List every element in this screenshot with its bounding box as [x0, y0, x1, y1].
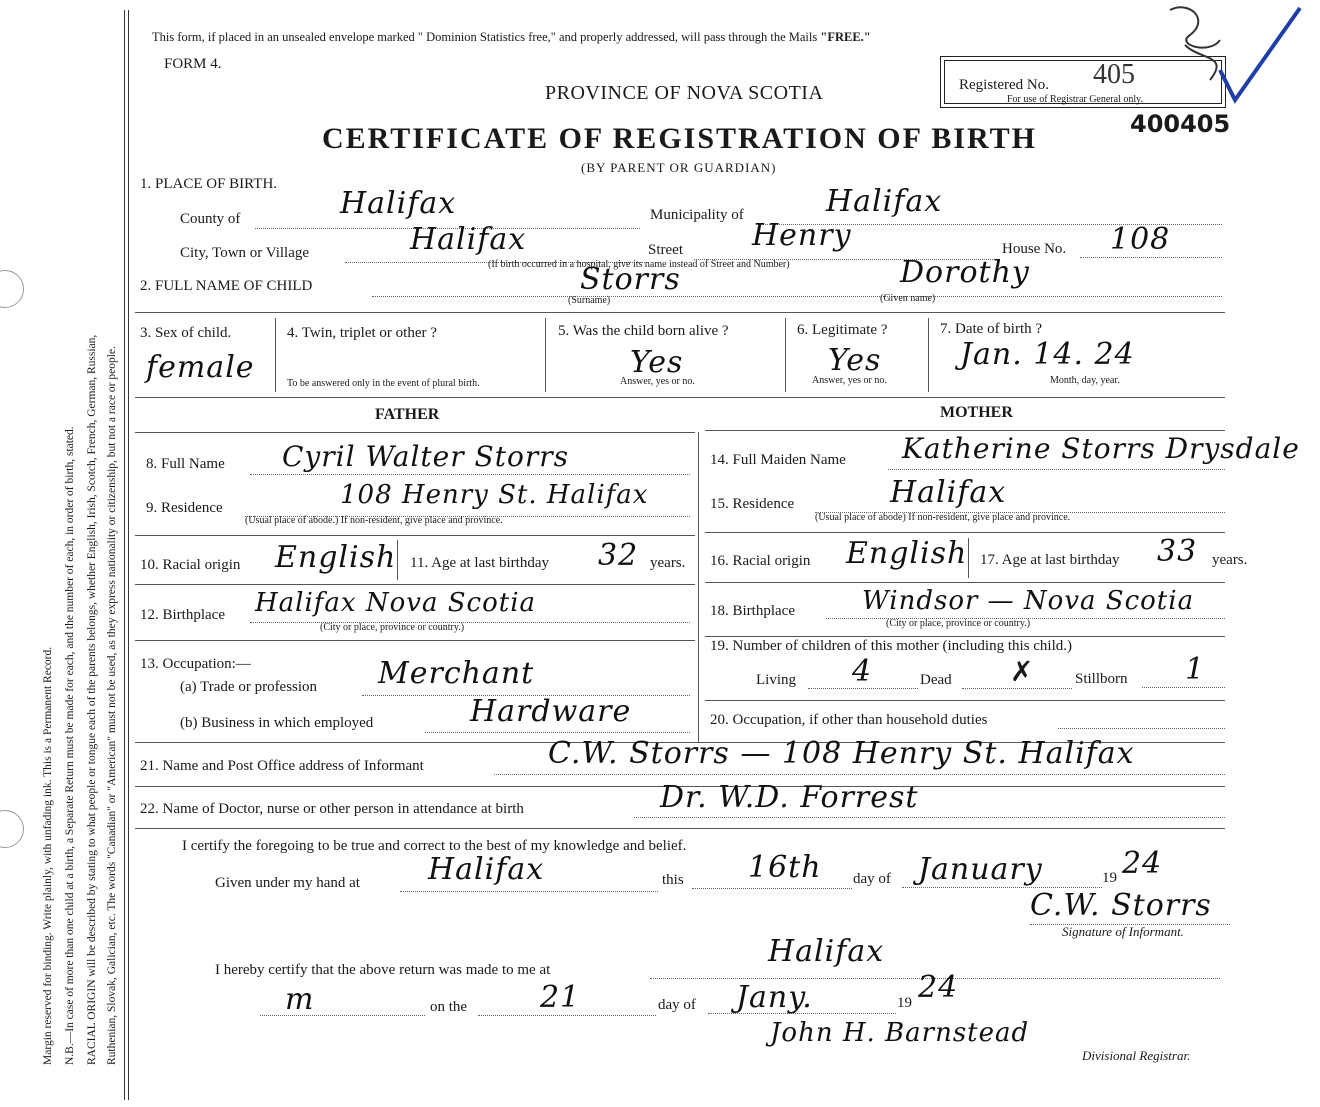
father-birthplace-label: 12. Birthplace [140, 607, 225, 623]
father-years-label: years. [650, 555, 686, 571]
surname-note: (Surname) [568, 295, 611, 306]
sex-label: 3. Sex of child. [140, 325, 232, 341]
doctor-value: Dr. W.D. Forrest [660, 780, 919, 815]
registrar-signature: John H. Barnstead [770, 1018, 1030, 1048]
mother-racial-value: English [846, 536, 968, 571]
father-name-value: Cyril Walter Storrs [282, 440, 569, 473]
stillborn-label: Stillborn [1075, 671, 1128, 687]
father-business-label: (b) Business in which employed [180, 715, 374, 731]
registrar-place-value: Halifax [768, 934, 885, 969]
twin-note: To be answered only in the event of plural birth. [287, 378, 480, 389]
legitimate-label: 6. Legitimate ? [797, 322, 888, 338]
father-trade-label: (a) Trade or profession [180, 679, 318, 695]
child-given-name: Dorothy [900, 255, 1030, 290]
county-value: Halifax [340, 186, 457, 221]
divisional-registrar-label: Divisional Registrar. [1082, 1048, 1191, 1063]
father-age-value: 32 [598, 538, 639, 573]
born-alive-note: Answer, yes or no. [620, 376, 695, 387]
given-day-value: 16th [748, 850, 822, 885]
date-of-birth-note: Month, day, year. [1050, 375, 1120, 386]
mother-name-label: 14. Full Maiden Name [710, 452, 846, 468]
registrar-day-value: 21 [540, 980, 581, 1015]
house-number-label: House No. [1002, 241, 1067, 257]
county-label: County of [180, 211, 241, 227]
margin-note-3: RACIAL ORIGIN will be described by stating to what people or tongue each of the parents belongs, whether English, Irish, Scotch, French, German, Russian, [86, 334, 98, 1065]
city-value: Halifax [410, 222, 527, 257]
registrar-month-value: Jany. [736, 980, 813, 1015]
mother-occupation-label: 20. Occupation, if other than household duties [710, 712, 988, 728]
given-name-note: (Given name) [880, 293, 936, 304]
father-residence-note: (Usual place of abode.) If non-resident, give place and province. [245, 515, 503, 526]
margin-note-2: N.B.—In case of more than one child at a birth, a Separate Return must be made for each, and the number of each, in order of birth, stated. [64, 426, 76, 1065]
given-dayof-label: day of [853, 871, 891, 887]
father-racial-label: 10. Racial origin [140, 557, 241, 573]
registered-label: Registered No. [959, 77, 1049, 93]
dead-scribble-icon: ✗ [1010, 657, 1034, 688]
father-residence-value: 108 Henry St. Halifax [340, 480, 649, 510]
municipality-value: Halifax [826, 184, 943, 219]
mother-residence-value: Halifax [890, 475, 1007, 510]
postal-note [152, 30, 871, 45]
registrar-year-prefix: 19 [897, 995, 912, 1011]
hospital-note: (If birth occurred in a hospital, give its name instead of Street and Number) [488, 259, 790, 270]
given-year-prefix: 19 [1102, 870, 1117, 886]
child-name-label: 2. FULL NAME OF CHILD [140, 278, 313, 294]
city-label: City, Town or Village [180, 245, 310, 261]
mother-residence-note: (Usual place of abode) If non-resident, give place and province. [815, 512, 1071, 523]
stillborn-value: 1 [1185, 652, 1206, 687]
mother-heading: MOTHER [940, 404, 1013, 421]
mother-age-value: 33 [1157, 534, 1198, 569]
mother-birthplace-note: (City or place, province or country.) [886, 618, 1031, 629]
informant-signature-label: Signature of Informant. [1062, 924, 1184, 939]
house-number-value: 108 [1110, 222, 1171, 257]
living-value: 4 [852, 654, 873, 689]
this-label: this [662, 872, 684, 888]
doctor-label: 22. Name of Doctor, nurse or other person in attendance at birth [140, 801, 524, 817]
child-surname: Storrs [580, 262, 681, 297]
certificate-subtitle: (BY PARENT OR GUARDIAN) [581, 160, 777, 175]
father-occupation-label: 13. Occupation:— [140, 656, 251, 672]
father-trade-value: Merchant [378, 656, 535, 691]
given-year-value: 24 [1122, 846, 1163, 881]
left-margin [0, 0, 128, 1107]
born-alive-label: 5. Was the child born alive ? [558, 323, 729, 339]
mother-name-value: Katherine Storrs Drysdale [902, 432, 1300, 465]
father-business-value: Hardware [470, 694, 632, 729]
date-of-birth-label: 7. Date of birth ? [940, 321, 1043, 337]
father-heading: FATHER [375, 406, 440, 423]
street-value: Henry [752, 218, 852, 253]
mother-birthplace-value: Windsor — Nova Scotia [862, 586, 1195, 616]
municipality-label: Municipality of [650, 207, 744, 223]
children-count-label: 19. Number of children of this mother (including this child.) [710, 638, 1073, 654]
registrar-initials-icon: m [285, 982, 315, 1017]
father-birthplace-value: Halifax Nova Scotia [255, 588, 537, 618]
binding-hole-bottom [0, 810, 24, 848]
margin-note-4: Ruthenian, Slovak, Galician, etc. The words "Canadian" or "American" must not be used, as they express nationality or citizenship, but not a race or people. [106, 346, 118, 1065]
registrar-use-note: For use of Registrar General only. [1007, 94, 1143, 105]
registrar-dayof-label: day of [658, 997, 696, 1013]
legitimate-note: Answer, yes or no. [812, 375, 887, 386]
place-of-birth-label: 1. PLACE OF BIRTH. [140, 176, 278, 192]
living-label: Living [756, 672, 796, 688]
given-place-value: Halifax [428, 852, 545, 887]
binding-hole-top [0, 270, 24, 308]
mother-birthplace-label: 18. Birthplace [710, 603, 795, 619]
informant-label: 21. Name and Post Office address of Informant [140, 758, 424, 774]
sex-value: female [146, 350, 255, 385]
registrar-on-the-label: on the [430, 999, 468, 1015]
father-birthplace-note: (City or place, province or country.) [320, 622, 465, 633]
mother-residence-label: 15. Residence [710, 496, 795, 512]
born-alive-value: Yes [630, 345, 684, 380]
dead-label: Dead [920, 672, 952, 688]
margin-rule-inner [128, 10, 129, 1100]
informant-signature: C.W. Storrs [1030, 888, 1212, 923]
father-age-label: 11. Age at last birthday [410, 555, 549, 571]
certify-statement: I certify the foregoing to be true and correct to the best of my knowledge and belief. [182, 838, 687, 854]
father-residence-label: 9. Residence [146, 500, 223, 516]
margin-note-1: Margin reserved for binding. Write plainly, with unfading ink. This is a Permanent Record. [42, 646, 54, 1065]
free-label: "FREE." [820, 30, 871, 44]
street-label: Street [648, 242, 683, 258]
form-number: FORM 4. [164, 56, 222, 72]
check-mark-icon [1150, 0, 1315, 115]
given-under-label: Given under my hand at [215, 875, 360, 891]
twin-label: 4. Twin, triplet or other ? [287, 325, 437, 341]
legitimate-value: Yes [828, 343, 882, 378]
registered-number: 405 [1093, 59, 1135, 90]
certificate-title: CERTIFICATE OF REGISTRATION OF BIRTH [322, 122, 1037, 155]
mother-age-label: 17. Age at last birthday [980, 552, 1120, 568]
father-name-label: 8. Full Name [146, 456, 225, 472]
informant-value: C.W. Storrs — 108 Henry St. Halifax [548, 736, 1135, 771]
mother-racial-label: 16. Racial origin [710, 553, 811, 569]
mother-years-label: years. [1212, 552, 1248, 568]
given-month-value: January [918, 852, 1043, 887]
registrar-year-value: 24 [918, 970, 959, 1005]
registrar-stamp-number: 400405 [1130, 110, 1231, 138]
father-racial-value: English [275, 540, 397, 575]
date-of-birth-value: Jan. 14. 24 [960, 337, 1135, 372]
margin-rule [124, 10, 125, 1100]
registrar-statement: I hereby certify that the above return was made to me at [215, 962, 551, 978]
postal-note-text: This form, if placed in an unsealed envelope marked " Dominion Statistics free," and properly addressed, will pass through the Mails [152, 30, 818, 44]
province-heading: PROVINCE OF NOVA SCOTIA [545, 82, 824, 104]
